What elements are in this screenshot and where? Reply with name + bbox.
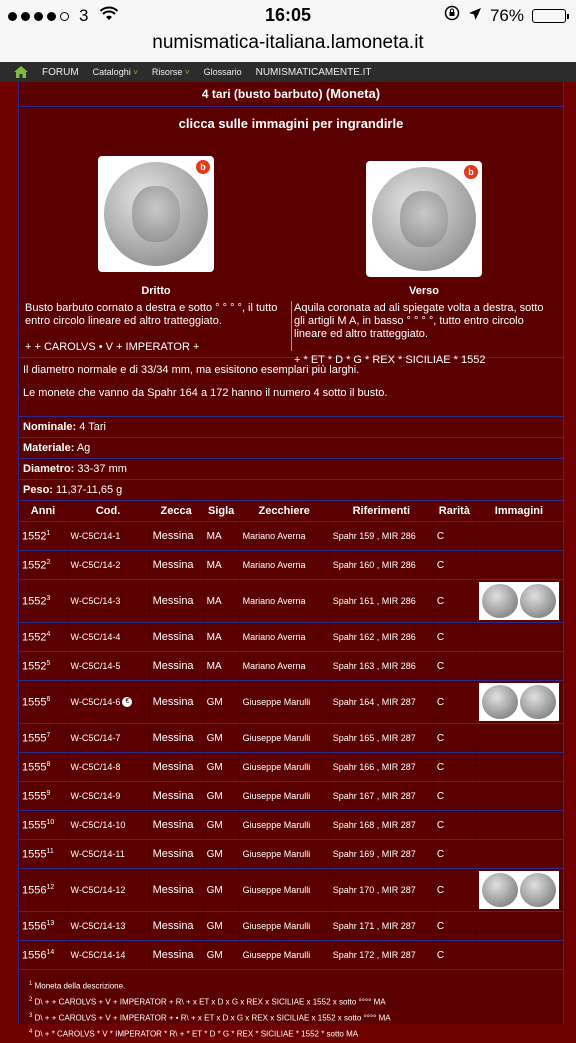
rarity-cell: C bbox=[433, 941, 475, 970]
clock: 16:05 bbox=[264, 5, 312, 25]
sigla-cell: MA bbox=[203, 652, 239, 681]
column-header: Sigla bbox=[203, 501, 239, 522]
reference-cell: Spahr 170 , MIR 287 bbox=[329, 869, 433, 912]
code-cell[interactable]: W-C5C/14-8 bbox=[67, 753, 149, 782]
coin-thumbnail[interactable] bbox=[479, 582, 559, 620]
mint-cell: Messina bbox=[149, 652, 203, 681]
mint-cell: Messina bbox=[149, 724, 203, 753]
mintmaster-cell: Giuseppe Marulli bbox=[239, 912, 329, 941]
sigla-cell: MA bbox=[203, 623, 239, 652]
code-cell[interactable]: W-C5C/14-13 bbox=[67, 912, 149, 941]
column-header: Cod. bbox=[67, 501, 149, 522]
mint-cell: Messina bbox=[149, 782, 203, 811]
column-header: Riferimenti bbox=[329, 501, 433, 522]
reference-cell: Spahr 164 , MIR 287 bbox=[329, 681, 433, 724]
table-row[interactable] bbox=[19, 724, 563, 753]
images-cell bbox=[475, 652, 562, 681]
nav-risorse[interactable]: Risorse ˅ bbox=[151, 67, 190, 77]
code-cell[interactable]: W-C5C/14-9 bbox=[67, 782, 149, 811]
column-header: Anni bbox=[19, 501, 67, 522]
reference-cell: Spahr 160 , MIR 286 bbox=[329, 551, 433, 580]
mint-cell: Messina bbox=[149, 840, 203, 869]
mintmaster-cell: Mariano Averna bbox=[239, 623, 329, 652]
table-row[interactable] bbox=[19, 551, 563, 580]
variants-table bbox=[19, 501, 563, 970]
table-row[interactable] bbox=[19, 869, 563, 912]
column-header: Zecca bbox=[149, 501, 203, 522]
url-text: numismatica-italiana.lamoneta.it bbox=[152, 32, 424, 53]
title-type: (Moneta) bbox=[325, 86, 381, 101]
footnote: $^4$ D\ + * CAROLVS * V * IMPERATOR * R\ + * ET * D * G * REX * SICILIAE * 1552 * sotto MA bbox=[29, 1029, 359, 1039]
footnote: $^3$ D\ + + CAROLVS + V + IMPERATOR + • R\ + x ET x D x G x REX x SICILIAE x 1552 x sotto °°°° MA bbox=[29, 1013, 391, 1023]
battery-icon bbox=[532, 9, 566, 23]
reverse-label: Verso bbox=[409, 285, 439, 297]
year-cell: 1552$^4$ bbox=[19, 623, 67, 652]
reference-cell: Spahr 166 , MIR 287 bbox=[329, 753, 433, 782]
images-cell[interactable] bbox=[475, 869, 562, 912]
obverse-label: Dritto bbox=[141, 285, 171, 297]
chevron-down-icon: ˅ bbox=[184, 68, 190, 77]
images-cell bbox=[475, 840, 562, 869]
obverse-description: Busto barbuto cornato a destra e sotto ° ° ° °, il tutto entro circolo lineare ed altro tratteggiato. bbox=[25, 302, 278, 327]
mintmaster-cell: Giuseppe Marulli bbox=[239, 811, 329, 840]
nav-cataloghi[interactable]: Cataloghi ˅ bbox=[92, 67, 138, 77]
nav-glossario[interactable]: Glossario bbox=[203, 67, 242, 77]
year-cell: 1555$^7$ bbox=[19, 724, 67, 753]
reference-cell: Spahr 161 , MIR 286 bbox=[329, 580, 433, 623]
reverse-description: Aquila coronata ad ali spiegate volta a destra, sotto gli artigli M A, in basso ° ° ° °, tutto entro circolo lineare ed altro tratteggiato. bbox=[294, 302, 544, 340]
table-row[interactable] bbox=[19, 522, 563, 551]
rarity-cell: C bbox=[433, 724, 475, 753]
code-cell[interactable]: W-C5C/14-2 bbox=[67, 551, 149, 580]
table-row[interactable] bbox=[19, 941, 563, 970]
mintmaster-cell: Giuseppe Marulli bbox=[239, 782, 329, 811]
reverse-legend: + * ET * D * G * REX * SICILIAE * 1552 bbox=[294, 354, 486, 366]
images-cell bbox=[475, 912, 562, 941]
sigla-cell: GM bbox=[203, 681, 239, 724]
rarity-cell: C bbox=[433, 811, 475, 840]
note-spahr: Le monete che vanno da Spahr 164 a 172 hanno il numero 4 sotto il busto. bbox=[23, 387, 388, 399]
reference-cell: Spahr 168 , MIR 287 bbox=[329, 811, 433, 840]
images-cell[interactable] bbox=[475, 580, 562, 623]
code-cell[interactable]: W-C5C/14-11 bbox=[67, 840, 149, 869]
mint-cell: Messina bbox=[149, 811, 203, 840]
mint-cell: Messina bbox=[149, 912, 203, 941]
images-cell bbox=[475, 811, 562, 840]
column-header: Immagini bbox=[475, 501, 562, 522]
spec-row: Nominale: 4 Tari bbox=[23, 421, 106, 433]
mintmaster-cell: Mariano Averna bbox=[239, 652, 329, 681]
reference-cell: Spahr 159 , MIR 286 bbox=[329, 522, 433, 551]
title-main: 4 tari (busto barbuto) bbox=[201, 87, 323, 101]
sigla-cell: MA bbox=[203, 551, 239, 580]
rarity-cell: C bbox=[433, 869, 475, 912]
note-diameter: Il diametro normale e di 33/34 mm, ma esisitono esemplari più larghi. bbox=[23, 364, 360, 376]
year-cell: 1552$^2$ bbox=[19, 551, 67, 580]
sigla-cell: MA bbox=[203, 580, 239, 623]
sigla-cell: GM bbox=[203, 811, 239, 840]
table-row[interactable] bbox=[19, 811, 563, 840]
coin-thumbnail[interactable] bbox=[479, 871, 559, 909]
spec-row: Diametro: 33-37 mm bbox=[19, 458, 563, 479]
sigla-cell: GM bbox=[203, 869, 239, 912]
year-cell: 1556$^{13}$ bbox=[19, 912, 67, 941]
mint-cell: Messina bbox=[149, 681, 203, 724]
divider bbox=[291, 301, 292, 351]
code-cell[interactable]: W-C5C/14-3 bbox=[67, 580, 149, 623]
coin-page bbox=[18, 82, 564, 1039]
table-row[interactable] bbox=[19, 580, 563, 623]
home-icon[interactable] bbox=[14, 66, 28, 78]
enlarge-hint: clicca sulle immagini per ingrandirle bbox=[178, 116, 404, 131]
code-cell[interactable]: W-C5C/14-5 bbox=[67, 652, 149, 681]
obverse-image[interactable] bbox=[98, 156, 214, 272]
site-nav bbox=[0, 62, 576, 82]
year-cell: 1555$^{10}$ bbox=[19, 811, 67, 840]
mint-cell: Messina bbox=[149, 580, 203, 623]
mintmaster-cell: Mariano Averna bbox=[239, 551, 329, 580]
reference-cell: Spahr 162 , MIR 286 bbox=[329, 623, 433, 652]
code-cell[interactable]: W-C5C/14-6 € bbox=[67, 681, 149, 724]
spec-row: Materiale: Ag bbox=[19, 437, 563, 458]
year-cell: 1556$^{12}$ bbox=[19, 869, 67, 912]
rotation-lock-icon bbox=[444, 5, 460, 26]
sigla-cell: GM bbox=[203, 941, 239, 970]
column-header: Zecchiere bbox=[239, 501, 329, 522]
rarity-cell: C bbox=[433, 522, 475, 551]
coin-thumbnail[interactable] bbox=[479, 683, 559, 721]
mintmaster-cell: Giuseppe Marulli bbox=[239, 869, 329, 912]
table-row[interactable] bbox=[19, 912, 563, 941]
code-cell[interactable]: W-C5C/14-14 bbox=[67, 941, 149, 970]
reference-cell: Spahr 172 , MIR 287 bbox=[329, 941, 433, 970]
images-cell bbox=[475, 753, 562, 782]
address-bar[interactable] bbox=[0, 32, 576, 63]
sigla-cell: GM bbox=[203, 724, 239, 753]
year-cell: 1552$^3$ bbox=[19, 580, 67, 623]
year-cell: 1555$^9$ bbox=[19, 782, 67, 811]
year-cell: 1556$^{14}$ bbox=[19, 941, 67, 970]
mintmaster-cell: Giuseppe Marulli bbox=[239, 941, 329, 970]
rarity-cell: C bbox=[433, 652, 475, 681]
page-title bbox=[19, 82, 563, 107]
rarity-cell: C bbox=[433, 840, 475, 869]
table-row[interactable] bbox=[19, 753, 563, 782]
lamoneta-badge-icon: b bbox=[196, 160, 210, 174]
nav-forum[interactable]: FORUM bbox=[42, 66, 79, 78]
reverse-image[interactable] bbox=[366, 161, 482, 277]
footnote: $^2$ D\ + + CAROLVS + V + IMPERATOR + R\ + x ET x D x G x REX x SICILIAE x 1552 x sotto °°°° MA bbox=[29, 997, 386, 1007]
mintmaster-cell: Mariano Averna bbox=[239, 522, 329, 551]
sigla-cell: GM bbox=[203, 782, 239, 811]
table-row[interactable] bbox=[19, 782, 563, 811]
code-cell[interactable]: W-C5C/14-7 bbox=[67, 724, 149, 753]
mintmaster-cell: Giuseppe Marulli bbox=[239, 753, 329, 782]
reference-cell: Spahr 169 , MIR 287 bbox=[329, 840, 433, 869]
images-cell bbox=[475, 623, 562, 652]
mint-cell: Messina bbox=[149, 522, 203, 551]
mintmaster-cell: Giuseppe Marulli bbox=[239, 681, 329, 724]
reference-cell: Spahr 171 , MIR 287 bbox=[329, 912, 433, 941]
mint-cell: Messina bbox=[149, 623, 203, 652]
year-cell: 1555$^8$ bbox=[19, 753, 67, 782]
nav-numismaticamente[interactable]: NUMISMATICAMENTE.IT bbox=[255, 66, 372, 78]
battery-percent: 76% bbox=[489, 5, 524, 25]
code-cell[interactable]: W-C5C/14-1 bbox=[67, 522, 149, 551]
mintmaster-cell: Mariano Averna bbox=[239, 580, 329, 623]
carrier-label: 3 bbox=[79, 6, 89, 25]
images-cell[interactable] bbox=[475, 681, 562, 724]
lamoneta-badge-icon: b bbox=[464, 165, 478, 179]
images-cell bbox=[475, 782, 562, 811]
obverse-legend: + + CAROLVS • V + IMPERATOR + bbox=[25, 341, 200, 353]
code-cell[interactable]: W-C5C/14-10 bbox=[67, 811, 149, 840]
mint-cell: Messina bbox=[149, 869, 203, 912]
year-cell: 1552$^5$ bbox=[19, 652, 67, 681]
sigla-cell: MA bbox=[203, 522, 239, 551]
location-icon bbox=[468, 6, 482, 26]
year-cell: 1552$^1$ bbox=[19, 522, 67, 551]
mintmaster-cell: Giuseppe Marulli bbox=[239, 724, 329, 753]
year-cell: 1555$^6$ bbox=[19, 681, 67, 724]
column-header: Rarità bbox=[433, 501, 475, 522]
mint-cell: Messina bbox=[149, 941, 203, 970]
ios-status-bar bbox=[0, 0, 576, 32]
reference-cell: Spahr 167 , MIR 287 bbox=[329, 782, 433, 811]
table-row[interactable] bbox=[19, 840, 563, 869]
code-cell[interactable]: W-C5C/14-12 bbox=[67, 869, 149, 912]
e-icon[interactable]: € bbox=[122, 697, 132, 707]
images-cell bbox=[475, 551, 562, 580]
chevron-down-icon: ˅ bbox=[133, 68, 138, 77]
coin-images-section bbox=[19, 107, 563, 366]
specs-list bbox=[19, 417, 563, 501]
mint-cell: Messina bbox=[149, 753, 203, 782]
footnotes bbox=[19, 970, 563, 1040]
rarity-cell: C bbox=[433, 623, 475, 652]
mint-cell: Messina bbox=[149, 551, 203, 580]
table-row[interactable] bbox=[19, 623, 563, 652]
rarity-cell: C bbox=[433, 551, 475, 580]
sigla-cell: GM bbox=[203, 912, 239, 941]
sigla-cell: GM bbox=[203, 753, 239, 782]
mintmaster-cell: Giuseppe Marulli bbox=[239, 840, 329, 869]
rarity-cell: C bbox=[433, 782, 475, 811]
images-cell bbox=[475, 522, 562, 551]
images-cell bbox=[475, 941, 562, 970]
reference-cell: Spahr 165 , MIR 287 bbox=[329, 724, 433, 753]
footnote: $^1$ Moneta della descrizione. bbox=[29, 981, 126, 991]
year-cell: 1555$^{11}$ bbox=[19, 840, 67, 869]
spec-row: Peso: 11,37-11,65 g bbox=[19, 479, 563, 500]
code-cell[interactable]: W-C5C/14-4 bbox=[67, 623, 149, 652]
images-cell bbox=[475, 724, 562, 753]
table-row[interactable] bbox=[19, 681, 563, 724]
rarity-cell: C bbox=[433, 753, 475, 782]
rarity-cell: C bbox=[433, 580, 475, 623]
sigla-cell: GM bbox=[203, 840, 239, 869]
rarity-cell: C bbox=[433, 912, 475, 941]
reference-cell: Spahr 163 , MIR 286 bbox=[329, 652, 433, 681]
rarity-cell: C bbox=[433, 681, 475, 724]
table-row[interactable] bbox=[19, 652, 563, 681]
